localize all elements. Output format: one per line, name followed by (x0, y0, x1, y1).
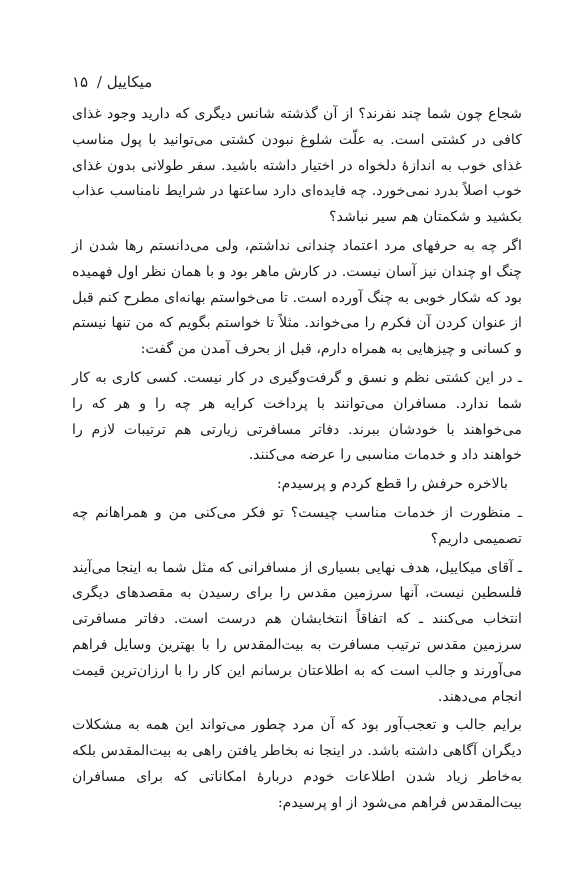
paragraph: اگر چه به حرفهای مرد اعتماد چندانی نداشتم، ولی می‌دانستم رها شدن از چنگ او چندان نیز آسان نیست. در کارش ماهر بود و با همان نظر اول فهمیده بود که شکار خوبی به چنگ آورده است. تا می‌خواستم بهانه‌ای مطرح کنم قبل از عنوان کردن آن فکرم را می‌خواند. مثلاً تا خواستم بگویم که من تنها نیستم و کسانی و چیزهایی به همراه دارم، قبل از بحرف آمدن من گفت: (72, 237, 522, 358)
book-title: میکاییل (106, 73, 153, 91)
paragraph: ـ آقای میکاییل، هدف نهایی بسیاری از مسافرانی که مثل شما به اینجا می‌آیند فلسطین نیست، آنها سرزمین مقدس را برای رسیدن به مقصدهای دیگری انتخاب می‌کنند ـ که اتفاقاً انتخابشان هم درست است. دفاتر مسافرتی سرزمین مقدس ترتیب مسافرت به بیت‌المقدس را با بهترین وسایل فراهم می‌آورند و جالب است که به اطلاعتان برسانم این کار را با ارزان‌ترین قیمت انجام می‌دهند. (72, 559, 522, 705)
paragraph: بالاخره حرفش را قطع کردم و پرسیدم: (276, 476, 508, 493)
running-header (72, 72, 522, 92)
paragraph: برایم جالب و تعجب‌آور بود که آن مرد چطور می‌تواند این همه به مشکلات دیگران آگاهی داشته باشد. در اینجا نه بخاطر یافتن راهی به بیت‌المقدس بلکه به‌خاطر زیاد شدن اطلاعات خودم دربارهٔ امکاناتی که برای مسافران بیت‌المقدس فراهم می‌شود از او پرسیدم: (72, 717, 522, 811)
page-number: ۱۵ (72, 73, 89, 91)
paragraph: شجاع چون شما چند نفرند؟ از آن گذشته شانس دیگری که دارید وجود غذای کافی در کشتی است. به علّت شلوغ نبودن کشتی می‌توانید با پول مناسب غذای خوب به اندازهٔ دلخواه در اختیار داشته باشید. سفر طولانی بدون غذای خوب اصلاً بدرد نمی‌خورد. چه فایده‌ای دارد ساعتها در شرایط نامناسب عذاب بکشید و شکمتان هم سیر نباشد؟ (72, 106, 522, 226)
body-text (72, 102, 522, 817)
paragraph: ـ در این کشتی نظم و نسق و گرفت‌وگیری در کار نیست. کسی کاری به کار شما ندارد. مسافران می‌توانند با پرداخت کرایه هر چه را و هر که را می‌خواهند با خودشان ببرند. دفاتر مسافرتی زیارتی هم ترتیبات لازم را خواهند داد و خدمات مناسبی را عرضه می‌کنند. (72, 369, 522, 464)
header-separator: / (96, 73, 102, 91)
paragraph: ـ منظورت از خدمات مناسب چیست؟ تو فکر می‌کنی من و همراهانم چه تصمیمی داریم؟ (72, 504, 522, 547)
